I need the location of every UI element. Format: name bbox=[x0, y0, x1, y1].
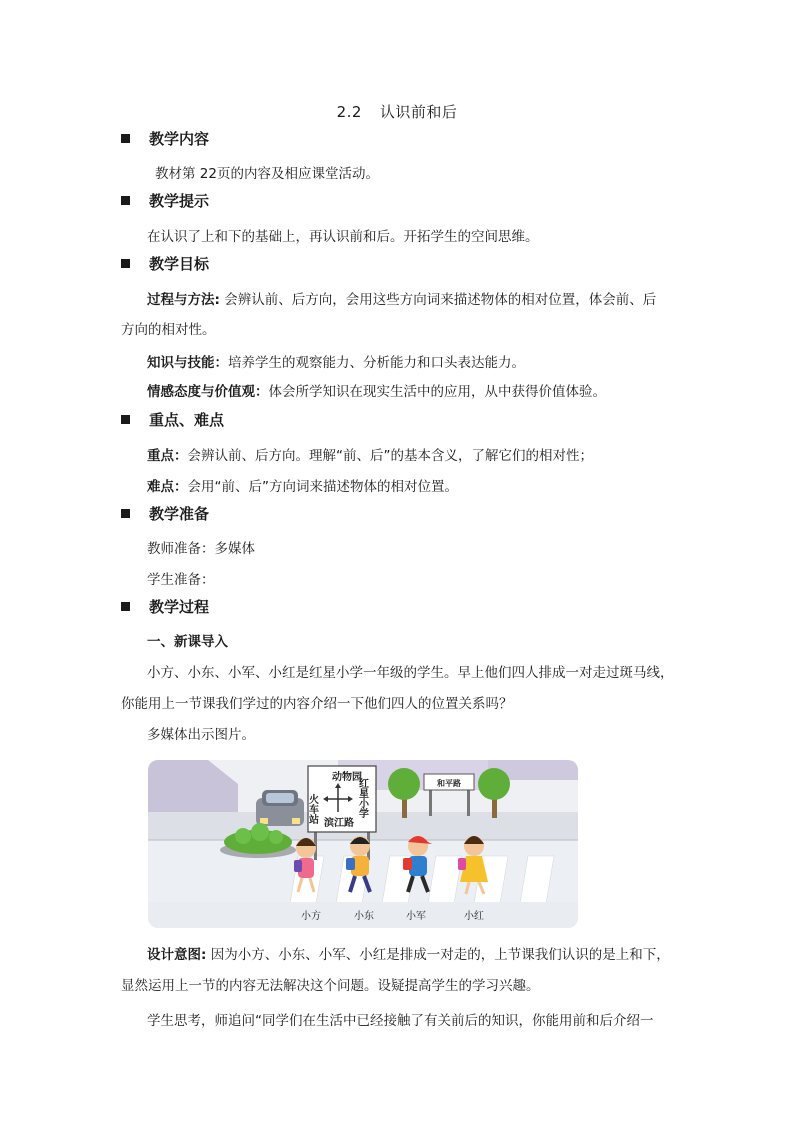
heading-text: 教学过程 bbox=[149, 598, 210, 616]
name-label-xiaojun: 小军 bbox=[406, 911, 426, 922]
square-bullet-icon bbox=[121, 134, 130, 143]
design-intent-line2: 显然运用上一节的内容无法解决这个问题。设疑提高学生的学习兴趣。 bbox=[121, 978, 540, 994]
hard-point-text: 会用“前、后”方向词来描述物体的相对位置。 bbox=[187, 479, 458, 495]
sign-text-bottom: 滨江路 bbox=[324, 818, 354, 829]
heading-text: 教学提示 bbox=[149, 192, 210, 210]
hard-point bbox=[147, 477, 458, 497]
square-bullet-icon bbox=[121, 602, 130, 611]
goal-process-label: 过程与方法: bbox=[147, 292, 220, 308]
sign-text-top: 动物园 bbox=[332, 772, 362, 783]
intro-paragraph-line2: 你能用上一节课我们学过的内容介绍一下他们四人的位置关系吗？ bbox=[121, 696, 513, 712]
lesson-title bbox=[0, 101, 794, 122]
multimedia-note: 多媒体出示图片。 bbox=[147, 727, 255, 743]
crosswalk-illustration bbox=[148, 760, 578, 928]
name-label-xiaohong: 小红 bbox=[464, 911, 484, 922]
square-bullet-icon bbox=[121, 415, 130, 424]
key-point bbox=[147, 446, 593, 466]
teacher-prep: 教师准备：多媒体 bbox=[147, 541, 255, 557]
goal-emotion-text: 体会所学知识在现实生活中的应用，从中获得价值体验。 bbox=[268, 384, 606, 400]
heading-goals bbox=[121, 253, 209, 274]
heading-content bbox=[121, 128, 209, 149]
lesson-title-text: 认识前和后 bbox=[379, 103, 458, 121]
heading-key-points bbox=[121, 409, 224, 430]
subheading-intro: 一、新课导入 bbox=[147, 634, 228, 650]
design-intent-label: 设计意图: bbox=[147, 947, 207, 963]
crosswalk-illustration-svg bbox=[148, 760, 578, 928]
square-bullet-icon bbox=[121, 259, 130, 268]
sign-text-left: 火车站 bbox=[306, 794, 318, 824]
name-label-xiaofang: 小方 bbox=[301, 911, 321, 922]
goal-skill-text: 培养学生的观察能力、分析能力和口头表达能力。 bbox=[228, 355, 525, 371]
goal-skill bbox=[147, 353, 525, 373]
heading-text: 教学准备 bbox=[149, 505, 210, 523]
road-sign-text: 和平路 bbox=[437, 779, 461, 788]
key-point-label: 重点： bbox=[147, 448, 188, 464]
name-label-xiaodong: 小东 bbox=[354, 911, 374, 922]
goal-emotion bbox=[147, 382, 606, 402]
goal-process-text: 会辨认前、后方向，会用这些方向词来描述物体的相对位置，体会前、后 bbox=[219, 292, 657, 308]
heading-text: 教学内容 bbox=[149, 130, 210, 148]
tips-text: 在认识了上和下的基础上，再认识前和后。开拓学生的空间思维。 bbox=[147, 229, 539, 245]
design-intent-line1 bbox=[147, 945, 670, 965]
square-bullet-icon bbox=[121, 196, 130, 205]
intro-paragraph-line1: 小方、小东、小军、小红是红星小学一年级的学生。早上他们四人排成一对走过斑马线， bbox=[147, 665, 674, 681]
heading-preparation bbox=[121, 503, 209, 524]
heading-process bbox=[121, 596, 209, 617]
goal-process-line2: 方向的相对性。 bbox=[121, 322, 216, 338]
sign-text-right: 红星小学 bbox=[356, 778, 368, 818]
goal-process-line1 bbox=[147, 290, 656, 310]
square-bullet-icon bbox=[121, 509, 130, 518]
goal-emotion-label: 情感态度与价值观： bbox=[147, 384, 269, 400]
content-text: 教材第 22页的内容及相应课堂活动。 bbox=[155, 166, 379, 182]
heading-text: 重点、难点 bbox=[149, 411, 225, 429]
car-icon bbox=[256, 790, 304, 826]
heading-text: 教学目标 bbox=[149, 255, 210, 273]
design-intent-text: 因为小方、小东、小军、小红是排成一对走的，上节课我们认识的是上和下， bbox=[206, 947, 670, 963]
hard-point-label: 难点： bbox=[147, 479, 188, 495]
student-prep: 学生准备： bbox=[147, 572, 215, 588]
goal-skill-label: 知识与技能： bbox=[147, 355, 228, 371]
student-thinking-line: 学生思考，师追问“同学们在生活中已经接触了有关前后的知识，你能用前和后介绍一 bbox=[147, 1013, 654, 1029]
lesson-number: 2.2 bbox=[336, 103, 362, 121]
heading-tips bbox=[121, 190, 209, 211]
key-point-text: 会辨认前、后方向。理解“前、后”的基本含义，了解它们的相对性； bbox=[187, 448, 593, 464]
